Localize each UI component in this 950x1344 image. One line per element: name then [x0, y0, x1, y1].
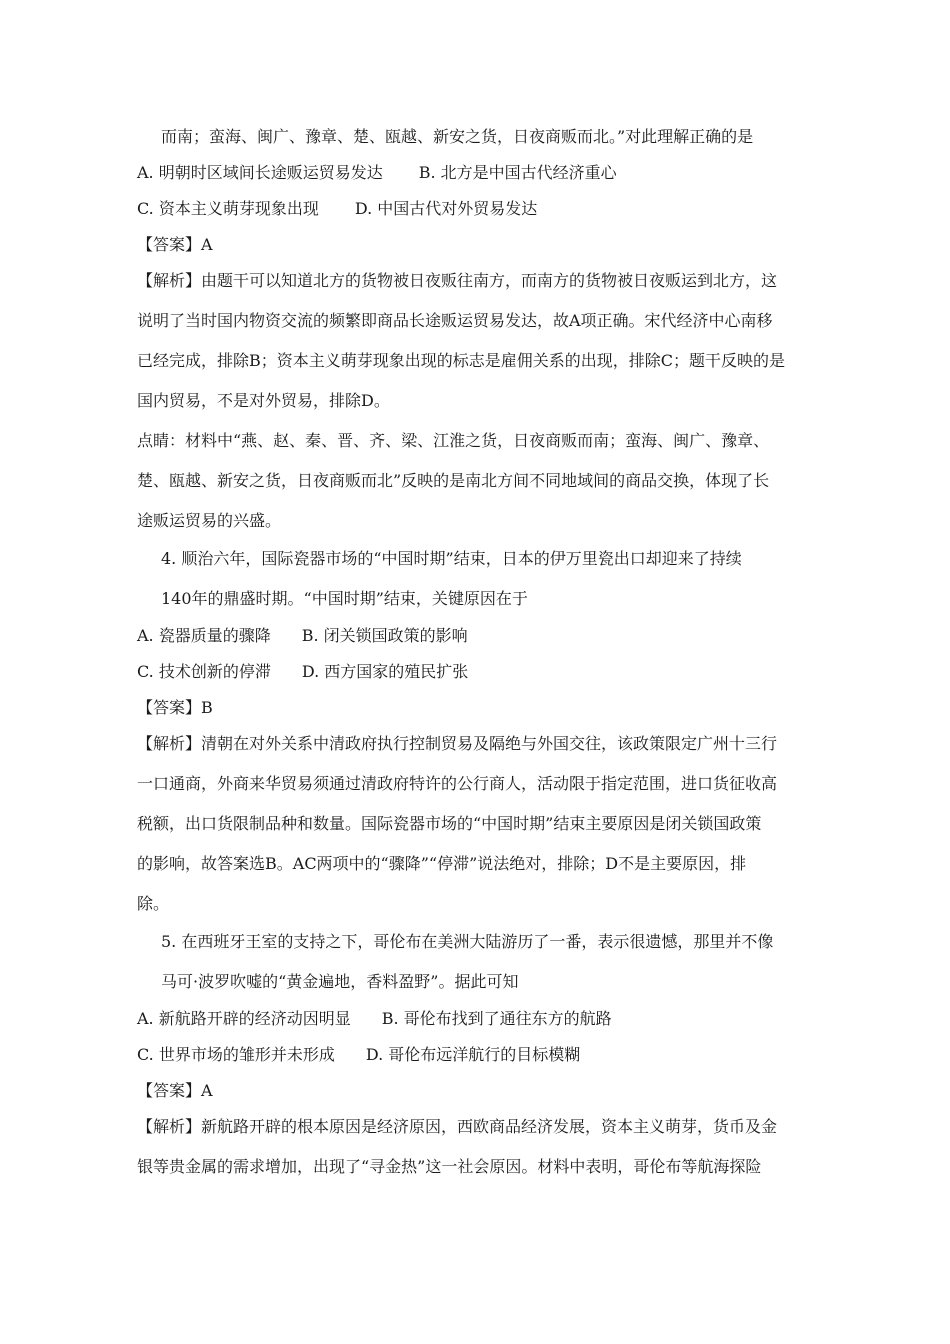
q4-analysis-line-1: 【解析】清朝在对外关系中清政府执行控制贸易及隔绝与外国交往，该政策限定广州十三行: [137, 734, 778, 753]
q5-analysis-line-1: 【解析】新航路开辟的根本原因是经济原因，西欧商品经济发展，资本主义萌芽，货币及金: [137, 1117, 778, 1136]
q3-stem-tail: 而南；蛮海、闽广、豫章、楚、瓯越、新安之货，日夜商贩而北。”对此理解正确的是: [161, 127, 754, 146]
q3-options-row-2: [137, 199, 537, 219]
q5-stem-line-1: 5. 在西班牙王室的支持之下，哥伦布在美洲大陆游历了一番，表示很遗憾，那里并不像: [161, 932, 774, 951]
q5-option-c: C. 世界市场的雏形并未形成: [137, 1045, 335, 1064]
q4-answer: 【答案】B: [137, 698, 213, 717]
q4-option-a: A. 瓷器质量的骤降: [137, 626, 271, 645]
q4-analysis-line-5: 除。: [137, 894, 170, 913]
q4-stem-line-2: 140年的鼎盛时期。“中国时期”结束，关键原因在于: [161, 589, 528, 608]
q3-analysis-line-2: 说明了当时国内物资交流的频繁即商品长途贩运贸易发达，故A项正确。宋代经济中心南移: [137, 311, 773, 330]
q3-answer: 【答案】A: [137, 235, 213, 254]
q3-option-c: C. 资本主义萌芽现象出现: [137, 199, 319, 218]
q5-options-row-2: [137, 1045, 580, 1065]
q3-comment-line-3: 途贩运贸易的兴盛。: [137, 511, 282, 530]
q5-stem-line-2: 马可·波罗吹嘘的“黄金遍地，香料盈野”。据此可知: [161, 972, 519, 991]
q4-option-c: C. 技术创新的停滞: [137, 662, 271, 681]
q4-analysis-line-2: 一口通商，外商来华贸易须通过清政府特许的公行商人，活动限于指定范围，进口货征收高: [137, 774, 778, 793]
q3-comment-line-1: 点睛：材料中“燕、赵、秦、晋、齐、梁、江淮之货，日夜商贩而南；蛮海、闽广、豫章、: [137, 431, 770, 450]
q3-option-a: A. 明朝时区域间长途贩运贸易发达: [137, 163, 383, 182]
q4-option-d: D. 西方国家的殖民扩张: [301, 662, 469, 681]
q5-options-row-1: [137, 1009, 612, 1029]
q3-option-d: D. 中国古代对外贸易发达: [354, 199, 538, 218]
q3-comment-line-2: 楚、瓯越、新安之货，日夜商贩而北”反映的是南北方间不同地域间的商品交换，体现了长: [137, 471, 770, 490]
q4-options-row-1: [137, 626, 468, 646]
q5-analysis-line-2: 银等贵金属的需求增加，出现了“寻金热”这一社会原因。材料中表明，哥伦布等航海探险: [137, 1157, 762, 1176]
q4-options-row-2: [137, 662, 468, 682]
q4-analysis-line-4: 的影响，故答案选B。AC两项中的“骤降”“停滞”说法绝对，排除；D不是主要原因，排: [137, 854, 747, 873]
q4-stem-line-1: 4. 顺治六年，国际瓷器市场的“中国时期”结束，日本的伊万里瓷出口却迎来了持续: [161, 549, 742, 568]
q3-options-row-1: [137, 163, 617, 183]
q5-option-b: B. 哥伦布找到了通往东方的航路: [381, 1009, 612, 1028]
q5-option-d: D. 哥伦布远洋航行的目标模糊: [365, 1045, 581, 1064]
q5-answer: 【答案】A: [137, 1081, 213, 1100]
q4-option-b: B. 闭关锁国政策的影响: [301, 626, 468, 645]
q5-option-a: A. 新航路开辟的经济动因明显: [137, 1009, 351, 1028]
q4-analysis-line-3: 税额，出口货限制品种和数量。国际瓷器市场的“中国时期”结束主要原因是闭关锁国政策: [137, 814, 762, 833]
q3-analysis-line-1: 【解析】由题干可以知道北方的货物被日夜贩往南方，而南方的货物被日夜贩运到北方，这: [137, 271, 778, 290]
q3-analysis-line-3: 已经完成，排除B；资本主义萌芽现象出现的标志是雇佣关系的出现，排除C；题干反映的是: [137, 351, 786, 370]
q3-option-b: B. 北方是中国古代经济重心: [418, 163, 617, 182]
q3-analysis-line-4: 国内贸易，不是对外贸易，排除D。: [137, 391, 390, 410]
